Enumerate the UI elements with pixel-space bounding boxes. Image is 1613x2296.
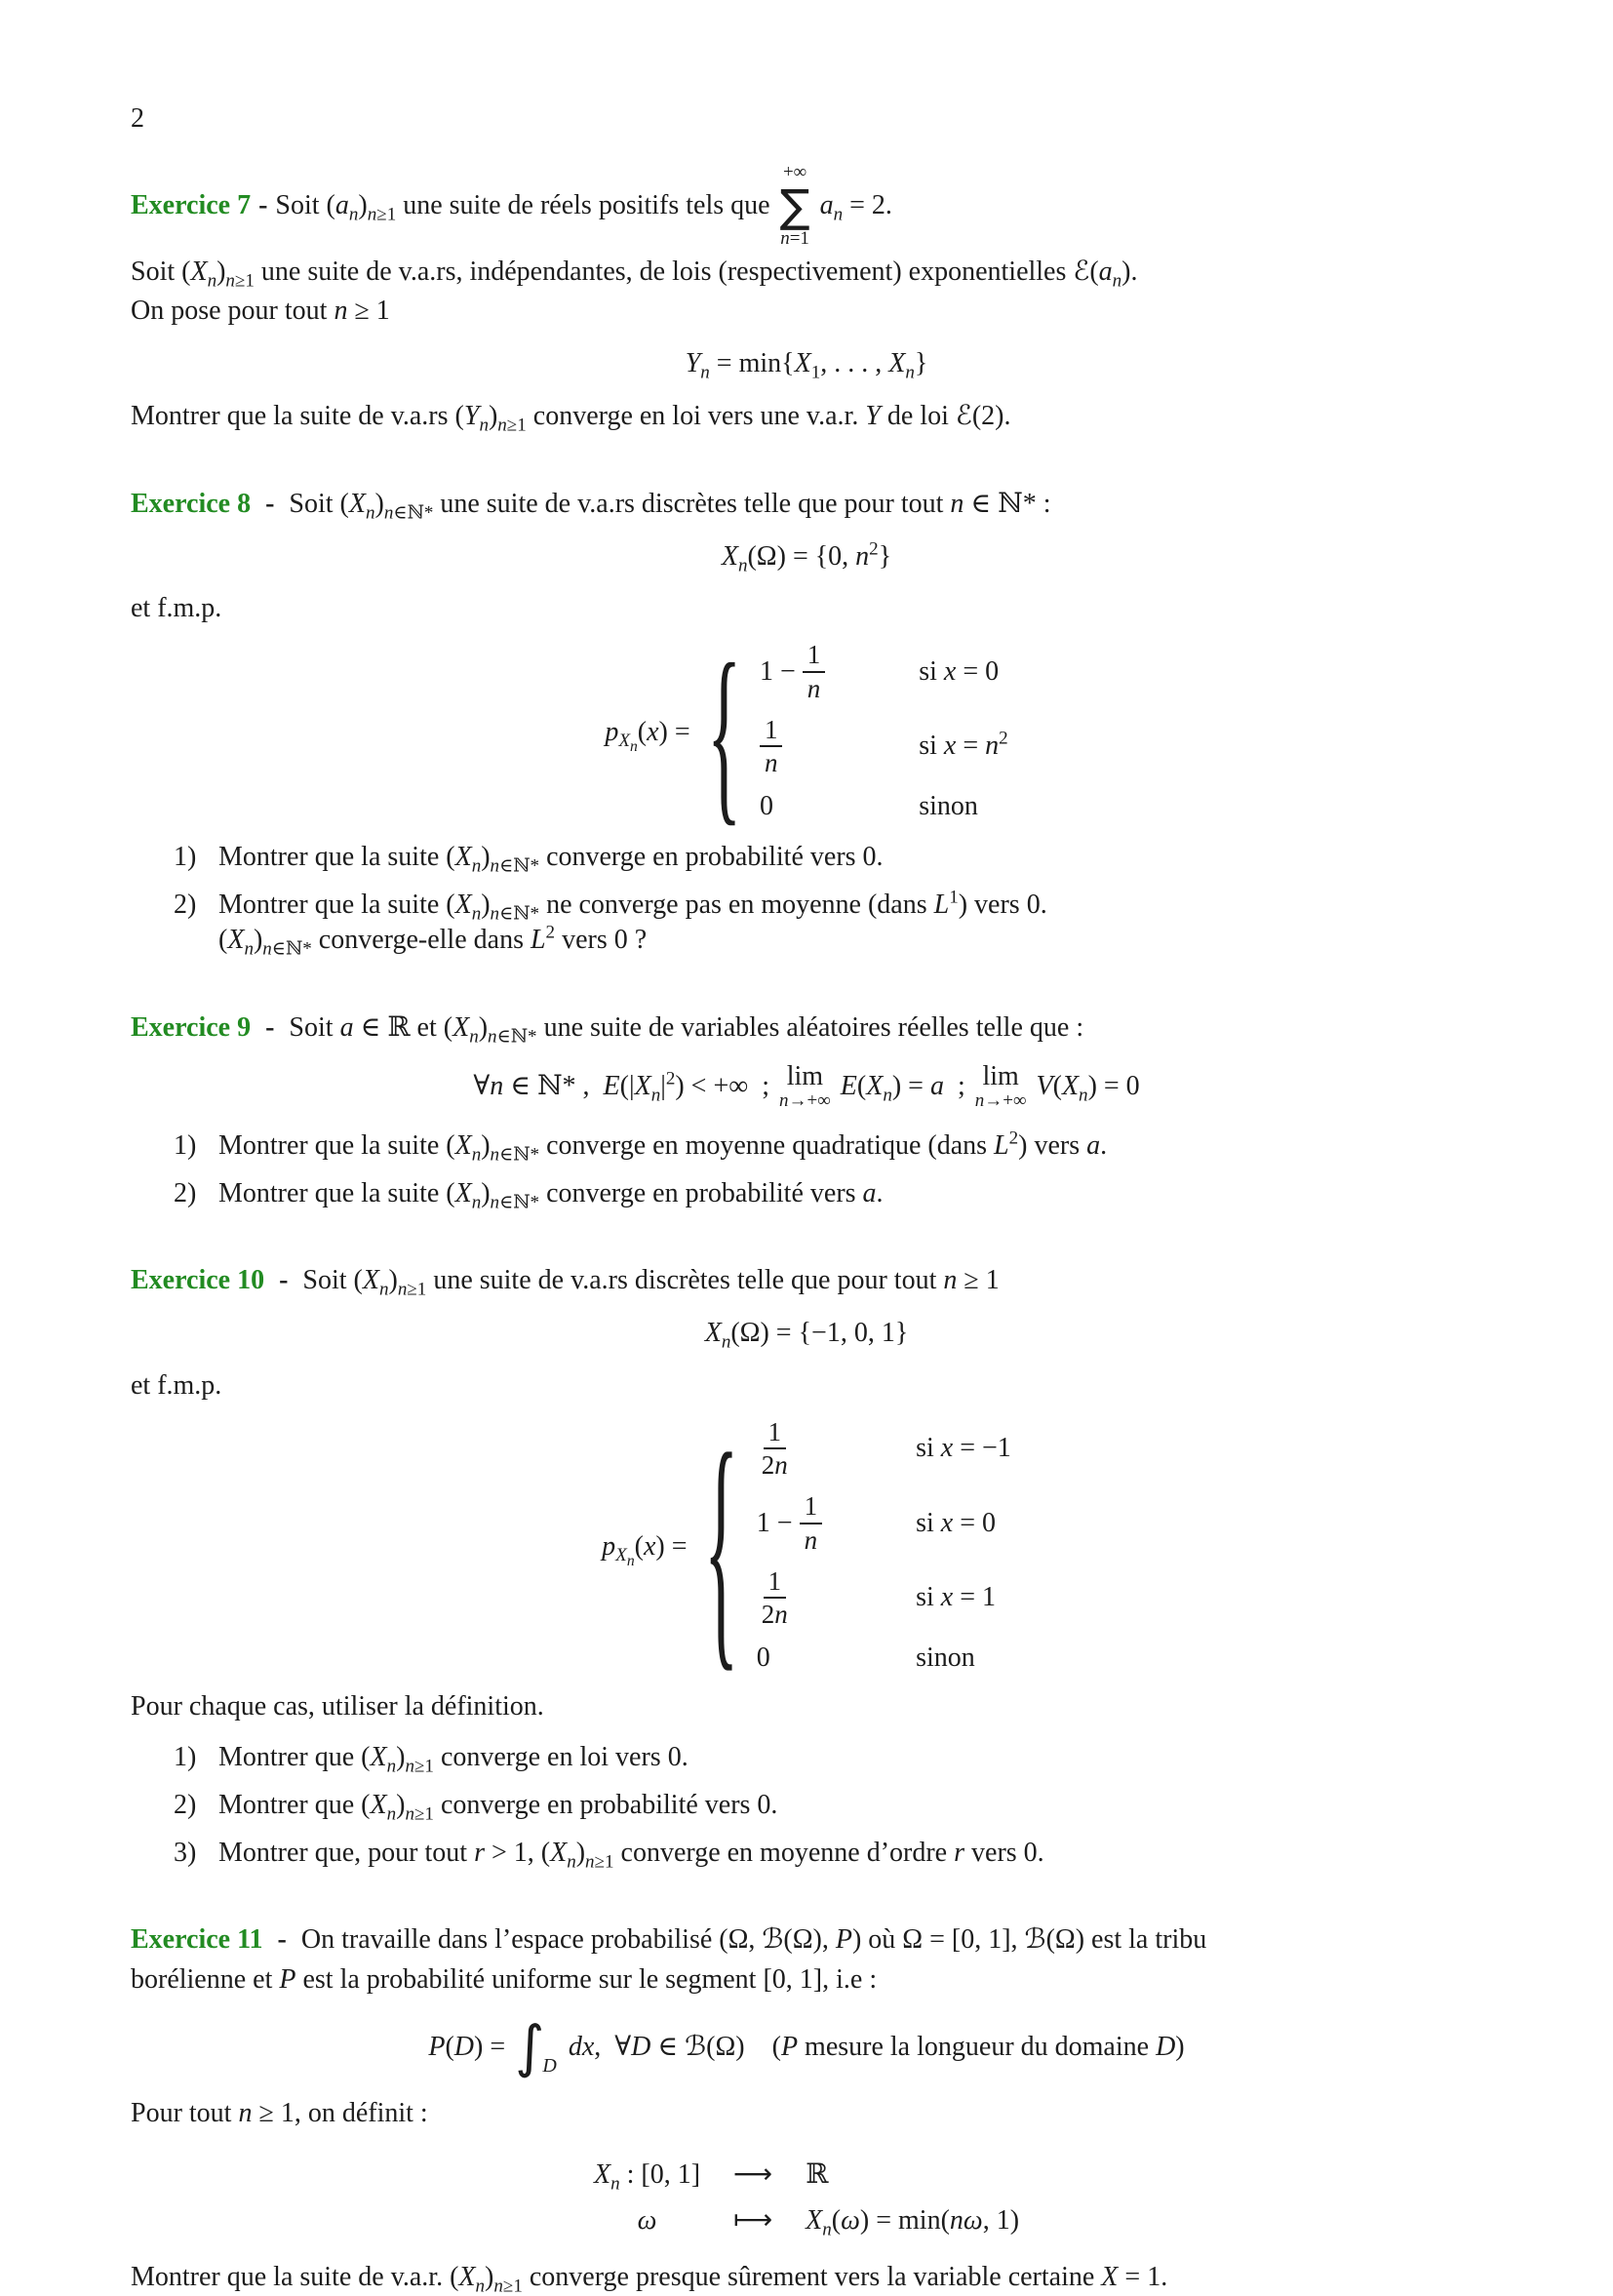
statement-text: borélienne et P est la probabilité uniforme sur le segment [0, 1], i.e : [131, 1964, 878, 1996]
item-number: 2) [174, 1789, 197, 1820]
sigma-symbol: ∑ [779, 178, 810, 232]
item-text: Montrer que la suite $(X_n)_{n\in ℕ*}$ ne converge pas en moyenne (dans $L^1$) vers 0. [218, 887, 1047, 925]
maps-to-arrow: ⟼ [733, 2203, 773, 2237]
item-number: 2) [174, 889, 197, 920]
exercise-dash: - [277, 1924, 287, 1956]
page-number: 2 [131, 103, 144, 134]
fraction: $\frac{1}{2n}$ [761, 1565, 788, 1630]
exercise-7-title-line [131, 162, 1482, 250]
item-number: 2) [174, 1177, 197, 1208]
exercise-9-title-line [131, 1010, 1482, 1046]
case-value [757, 1491, 822, 1554]
left-brace: { [703, 1399, 738, 1694]
left-brace: { [706, 621, 741, 843]
map-image: $X_n(\omega) = \min(n\omega$, 1) [806, 2205, 1020, 2240]
statement-text: et f.m.p. [131, 593, 222, 624]
case-value [760, 715, 783, 777]
display-formula [131, 1062, 1482, 1110]
fraction: $\frac{1}{n}$ [760, 715, 783, 777]
exercise-10-section [131, 1263, 1482, 1873]
item-text: $(X_n)_{n\in ℕ*}$ converge-elle dans $L^2$ vers 0 ? [218, 922, 648, 960]
list-item [131, 1128, 1482, 1164]
exercise-label: Exercice 9 [131, 1011, 252, 1043]
case-condition: sinon [916, 1643, 975, 1674]
lim-subscript: n→+∞ [779, 1089, 831, 1111]
exercise-label: Exercice 7 [131, 189, 252, 220]
pmf-lhs: $p_{X_n}(x)$ = [605, 716, 690, 756]
case-value-pre: 1 − [756, 1507, 793, 1538]
formula-segment: ∀n ∈ ℕ* , $E(|X_n|^2)$ < +∞ ; [473, 1068, 769, 1106]
case-condition: sinon [919, 791, 978, 822]
display-formula: $X_n(\Omega) = \{-1$, 0, 1} [704, 1318, 909, 1353]
formula-segment: P(D) = [428, 2031, 506, 2062]
sum-upper-limit: +∞ [782, 161, 807, 182]
case-grid [760, 640, 1008, 824]
fraction: $\frac{1}{n}$ [800, 1491, 823, 1554]
formula-segment: $V(X_n) = 0$ [1036, 1071, 1140, 1106]
item-text: Montrer que, pour tout r > 1, $(X_n)_{n\ge 1}$ converge en moyenne d’ordre r vers 0. [218, 1837, 1044, 1873]
probability-formula [131, 2013, 1482, 2080]
item-text: Montrer que $(X_n)_{n\ge 1}$ converge en loi vers 0. [218, 1741, 688, 1777]
exercise-11-title-line [131, 1922, 1482, 1958]
exercise-label: Exercice 8 [131, 488, 252, 519]
exercise-10-title-line [131, 1263, 1482, 1298]
display-formula: $X_n(\Omega) = \{0$, $n^2$} [721, 538, 892, 576]
summation-operator [780, 162, 810, 250]
item-number: 1) [174, 1741, 197, 1772]
case-value: 0 [756, 1643, 770, 1674]
item-text: Montrer que $(X_n)_{n\ge 1}$ converge en probabilité vers 0. [218, 1789, 778, 1825]
statement-text: Montrer que la suite de v.a.r. $(X_n)_{n\ge 1}$ converge presque sûrement vers la variable certaine X = 1. [131, 2261, 1168, 2296]
item-number: 1) [174, 1129, 197, 1161]
item-text: Montrer que la suite $(X_n)_{n\in ℕ*}$ converge en probabilité vers a. [218, 1177, 884, 1213]
piecewise-pmf [131, 621, 1482, 843]
case-grid [757, 1417, 1011, 1676]
integral-symbol: ∫ [515, 2013, 545, 2080]
case-condition: si x = 0 [919, 655, 1000, 687]
item-number: 1) [174, 842, 197, 873]
statement-text: Pour tout n ≥ 1, on définit : [131, 2098, 428, 2129]
exercise-11-section [131, 1922, 1482, 2294]
exercise-label: Exercice 11 [131, 1924, 263, 1956]
item-number: 3) [174, 1837, 197, 1868]
statement-text: Soit $(a_n)_{n\ge 1}$ une suite de réels positifs tels que [275, 189, 770, 225]
exercise-8-title-line [131, 487, 1482, 522]
case-condition: si $x = n^2$ [919, 728, 1008, 762]
integral-domain: D [542, 2054, 557, 2077]
list-item [131, 888, 1482, 958]
exercise-dash: - [265, 1011, 275, 1043]
limit-operator [779, 1062, 831, 1110]
exercise-dash: - [258, 189, 268, 220]
case-value [757, 1566, 793, 1629]
lim-word: lim [982, 1061, 1019, 1092]
exercise-dash: - [265, 488, 275, 519]
formula-segment: dx, ∀D ∈ ℬ(Ω) (P mesure la longueur du domaine D) [568, 2031, 1185, 2062]
case-value: 0 [759, 791, 773, 822]
exercise-dash: - [279, 1265, 289, 1296]
sum-lower-limit: n=1 [780, 227, 809, 249]
exercise-7-section [131, 162, 1482, 434]
statement-text: On travaille dans l’espace probabilisé (Ω, ℬ(Ω), P) où Ω = [0, 1], ℬ(Ω) est la tribu [300, 1924, 1207, 1956]
list-item [131, 1740, 1482, 1775]
piecewise-pmf [131, 1399, 1482, 1694]
exercise-9-section [131, 1010, 1482, 1211]
case-condition: si x = 0 [916, 1507, 997, 1538]
exercise-label: Exercice 10 [131, 1265, 265, 1296]
statement-text: Montrer que la suite de v.a.rs $(Y_n)_{n\ge 1}$ converge en loi vers une v.a.r. Y de loi ℰ(2). [131, 401, 1011, 436]
long-right-arrow: ⟶ [733, 2157, 773, 2191]
map-codomain: ℝ [806, 2159, 829, 2191]
formula-segment: $E(X_n) = a$ ; [840, 1071, 965, 1106]
limit-operator [975, 1062, 1027, 1110]
statement-text: Soit $(X_n)_{n\ge 1}$ une suite de v.a.rs discrètes telle que pour tout n ≥ 1 [302, 1265, 1000, 1300]
display-formula: $Y_n = \min\{X_1$, . . . , $X_n$} [685, 348, 928, 383]
case-value [760, 640, 825, 702]
map-domain: $X_n$ : [0, 1] [593, 2159, 701, 2195]
lim-subscript: n→+∞ [974, 1089, 1027, 1111]
question-list [131, 1128, 1482, 1211]
item-text: Montrer que la suite $(X_n)_{n\in ℕ*}$ converge en moyenne quadratique (dans $L^2$) vers a. [218, 1128, 1108, 1166]
item-text: Montrer que la suite $(X_n)_{n\in ℕ*}$ converge en probabilité vers 0. [218, 842, 884, 877]
list-item [131, 1788, 1482, 1823]
fraction: $\frac{1}{2n}$ [761, 1416, 788, 1481]
statement-text: $a_n = 2$. [819, 189, 892, 225]
list-item [131, 840, 1482, 875]
case-condition: si x = −1 [916, 1433, 1011, 1464]
statement-text: Soit a ∈ ℝ et $(X_n)_{n\in ℕ*}$ une suite de variables aléatoires réelles telle que : [289, 1011, 1084, 1048]
map-element: ω [637, 2205, 657, 2237]
statement-text: On pose pour tout n ≥ 1 [131, 296, 390, 327]
list-item [131, 1836, 1482, 1871]
statement-text: Pour chaque cas, utiliser la définition. [131, 1691, 544, 1722]
exercise-8-section [131, 487, 1482, 958]
function-definition [594, 2157, 1019, 2238]
question-list [131, 840, 1482, 960]
statement-text: et f.m.p. [131, 1370, 222, 1402]
pmf-lhs: $p_{X_n}(x)$ = [602, 1530, 688, 1569]
statement-text: Soit $(X_n)_{n\ge 1}$ une suite de v.a.rs, indépendantes, de lois (respectivement) exponentielles $ℰ(a_n)$. [131, 256, 1138, 292]
case-condition: si x = 1 [916, 1582, 997, 1613]
lim-word: lim [786, 1061, 824, 1092]
list-item [131, 1176, 1482, 1211]
statement-text: Soit $(X_n)_{n\in ℕ*}$ une suite de v.a.rs discrètes telle que pour tout n ∈ ℕ* : [289, 488, 1051, 524]
question-list [131, 1740, 1482, 1873]
case-value [757, 1417, 793, 1480]
case-value-pre: 1 − [759, 655, 796, 687]
fraction: $\frac{1}{n}$ [803, 640, 826, 702]
